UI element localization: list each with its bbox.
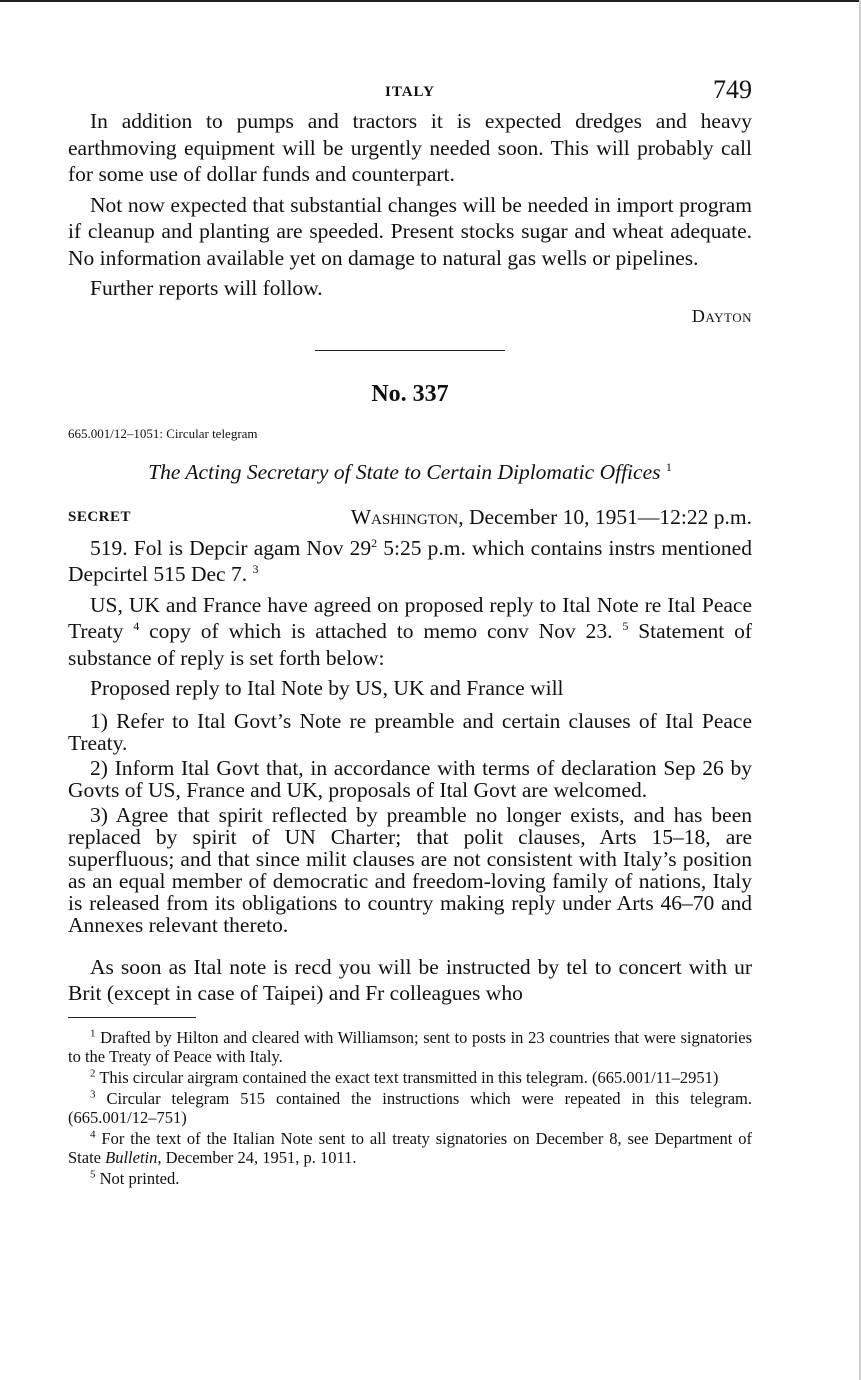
document-number: No. 337 [371, 380, 449, 407]
footnote-ref-3[interactable]: 3 [252, 561, 259, 576]
footnote-text: For the text of the Italian Note sent to all treaty signatories on December 8, see Department of State [68, 1128, 752, 1167]
page-number: 749 [713, 75, 752, 104]
footnote-ref-4[interactable]: 4 [133, 618, 140, 633]
list-item: 3) Agree that spirit reflected by preamble no longer exists, and has been replaced by spirit of UN Charter; that polit clauses, Arts 15–18, are superfluous; and that since milit clauses are not consistent with Italy’s position as an equal member of democratic and freedom-loving family of nations, Italy is released from its obligations to country making reply under Arts 46–70 and Annexes relevant thereto. [68, 802, 752, 937]
footnote-number: 2 [90, 1067, 96, 1079]
footnote-text-end: , December 24, 1951, p. 1011. [157, 1147, 357, 1167]
telegram-paragraph-2-part-c: Statement of substance of reply is set forth below: [68, 619, 753, 670]
running-head: ITALY [384, 84, 436, 100]
dateline [68, 505, 752, 531]
prev-paragraph-3: Further reports will follow. [90, 276, 323, 300]
telegram-paragraph-4: As soon as Ital note is recd you will be instructed by tel to concert with ur Brit (except in case of Taipei) and Fr colleagues who [68, 954, 752, 1005]
telegram-paragraph-1-part-b: 5:25 p.m. which contains instrs mentioned Depcirtel 515 Dec 7. [68, 535, 752, 586]
footnote-5 [68, 1169, 752, 1188]
list-item: 2) Inform Ital Govt that, in accordance with terms of declaration Sep 26 by Govts of US, France and UK, proposals of Ital Govt are welcomed. [68, 755, 752, 802]
publication-title: Bulletin [105, 1147, 158, 1167]
place: Washington [350, 504, 459, 529]
telegram-paragraph-1 [68, 535, 752, 588]
footnote-ref-5[interactable]: 5 [622, 618, 629, 633]
footnote-1 [68, 1028, 752, 1066]
page-header [68, 70, 752, 108]
footnote-text: Circular telegram 515 contained the instructions which were repeated in this telegram. (665.001/12–751) [68, 1088, 753, 1127]
prev-paragraph-1: In addition to pumps and tractors it is expected dredges and heavy earthmoving equipment will be urgently needed soon. This will probably call for some use of dollar funds and counterpart. [68, 109, 752, 186]
file-reference: 665.001/12–1051: Circular telegram [68, 425, 258, 441]
footnote-3 [68, 1089, 752, 1127]
footnotes [68, 1028, 752, 1188]
signature: Dayton [691, 305, 752, 326]
prev-paragraph-2: Not now expected that substantial changes will be needed in import program if cleanup and planting are speeded. Present stocks sugar and wheat adequate. No information available yet on damage to natural gas wells or pipelines. [68, 192, 752, 270]
top-border [0, 0, 861, 2]
date: , December 10, 1951—12:22 p.m. [458, 504, 752, 529]
list-item: 1) Refer to Ital Govt’s Note re preamble and certain clauses of Ital Peace Treaty. [68, 708, 752, 755]
page [68, 70, 752, 1188]
footnote-4 [68, 1129, 752, 1167]
footnote-number: 3 [90, 1088, 96, 1100]
classification: SECRET [68, 508, 132, 525]
footnote-number: 4 [90, 1128, 96, 1140]
telegram-paragraph-2-part-a: US, UK and France have agreed on proposed reply to Ital Note re Ital Peace Treaty [68, 592, 752, 643]
telegram-paragraph-1-part-a: 519. Fol is Depcir agam Nov 29 [90, 535, 372, 560]
footnote-number: 5 [90, 1168, 96, 1180]
place-date [351, 505, 752, 530]
footnote-divider [68, 1017, 196, 1018]
telegram-paragraph-2 [68, 592, 752, 672]
footnote-text: This circular airgram contained the exact text transmitted in this telegram. (665.001/11–2951) [99, 1067, 719, 1087]
telegram-paragraph-2-part-b: copy of which is attached to memo conv Nov 23. [139, 619, 613, 643]
reply-points-list [68, 710, 752, 936]
telegram-paragraph-3: Proposed reply to Ital Note by US, UK and France will [90, 676, 564, 700]
footnote-ref-2[interactable]: 2 [371, 535, 378, 550]
document-title [68, 460, 752, 485]
footnote-number: 1 [90, 1027, 96, 1039]
footnote-text: Drafted by Hilton and cleared with Williamson; sent to posts in 23 countries that were signatories to the Treaty of Peace with Italy. [68, 1027, 752, 1066]
footnote-ref-1[interactable]: 1 [665, 459, 672, 474]
footnote-text: Not printed. [99, 1168, 180, 1188]
section-divider [315, 350, 505, 351]
document-title-text: The Acting Secretary of State to Certain Diplomatic Offices [148, 459, 661, 484]
footnote-2 [68, 1068, 752, 1087]
